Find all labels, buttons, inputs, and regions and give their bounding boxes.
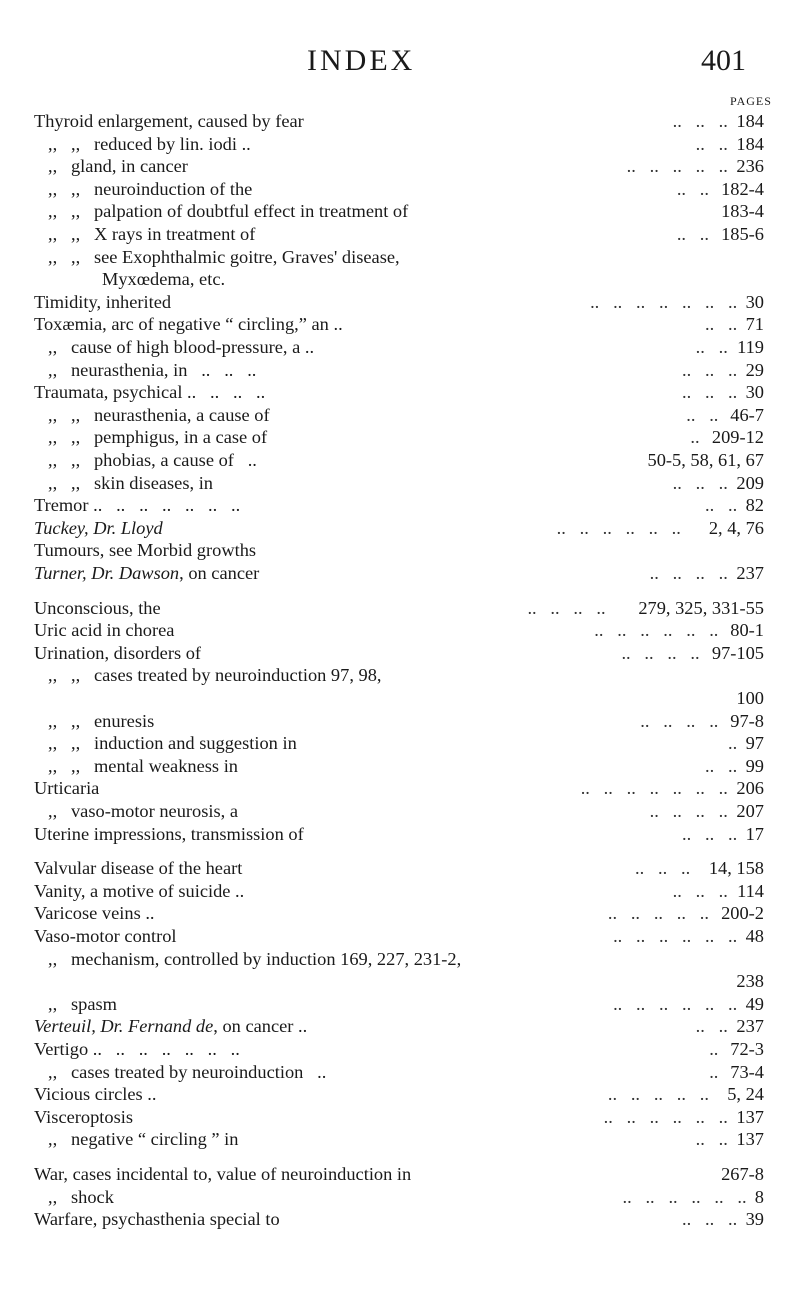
entry-text: Vanity, a motive of suicide .. — [34, 880, 245, 901]
leader-dots: .. .. .. — [682, 1209, 738, 1230]
entry-text: Timidity, inherited — [34, 291, 172, 312]
index-entry — [0, 1106, 800, 1128]
entry-text: ,, ,, induction and suggestion in — [48, 733, 297, 754]
leader-dots: .. .. .. .. .. .. — [613, 993, 738, 1014]
index-entry — [0, 359, 800, 381]
entry-text: Turner, Dr. Dawson, on cancer — [34, 563, 260, 583]
entry-text: Urination, disorders of — [34, 642, 202, 663]
entry-text: Vicious circles .. — [34, 1084, 157, 1105]
page-reference: 279, 325, 331-55 — [638, 597, 764, 618]
index-entry — [0, 619, 800, 641]
page-reference: 267-8 — [721, 1164, 764, 1184]
leader-dots: .. .. .. .. .. — [607, 903, 709, 924]
page-reference: 46-7 — [730, 404, 764, 425]
page-reference: 99 — [745, 755, 764, 776]
entry-text: Valvular disease of the heart — [34, 858, 243, 879]
entry-text: ,, cause of high blood-pressure, a .. — [48, 337, 315, 357]
leader-dots: .. .. .. — [672, 880, 728, 901]
entry-text: ,, ,, pemphigus, in a case of — [48, 427, 268, 448]
page-reference: 17 — [745, 823, 764, 844]
index-entry — [0, 755, 800, 777]
entry-text: Warfare, psychasthenia special to — [34, 1209, 280, 1230]
leader-dots: .. .. .. — [682, 823, 738, 844]
page-reference: 2, 4, 76 — [708, 517, 764, 538]
entry-text: ,, ,, cases treated by neuroinduction 97, 98, — [48, 665, 382, 686]
page-reference: 30 — [745, 291, 764, 312]
entry-text: ,, shock — [48, 1186, 114, 1207]
entry-text: ,, ,, X rays in treatment of — [48, 224, 256, 244]
entry-text: ,, ,, mental weakness in — [48, 755, 238, 776]
index-entry — [0, 948, 800, 970]
page-reference: 185-6 — [721, 224, 764, 244]
index-entry — [0, 1163, 800, 1185]
index-entry — [0, 1038, 800, 1060]
index-entry — [0, 494, 800, 516]
index-entry — [0, 925, 800, 947]
page-reference: 209 — [736, 472, 764, 493]
page-number: 401 — [701, 44, 746, 77]
index-entry — [0, 1208, 800, 1230]
leader-dots: .. .. — [686, 404, 719, 425]
index-entry — [0, 449, 800, 471]
index-entry — [0, 1061, 800, 1083]
entry-text: ,, cases treated by neuroinduction .. — [48, 1061, 327, 1082]
index-entry — [0, 155, 800, 177]
page-reference: 206 — [736, 778, 764, 799]
entry-text: Tremor .. .. .. .. .. .. .. — [34, 495, 241, 516]
entry-text: Vaso-motor control — [34, 926, 177, 946]
index-entry — [0, 562, 800, 584]
leader-dots: .. .. — [676, 178, 709, 199]
entry-text: ,, vaso-motor neurosis, a — [48, 801, 239, 821]
page-reference: 97 — [745, 733, 764, 754]
leader-dots: .. .. .. .. .. .. .. — [580, 778, 728, 799]
leader-dots: .. .. .. .. .. .. — [613, 926, 738, 946]
leader-dots: .. .. .. .. — [649, 563, 728, 583]
index-entry — [0, 1128, 800, 1150]
leader-dots: .. .. .. — [672, 111, 728, 131]
page-reference: 5, 24 — [727, 1084, 764, 1105]
index-entry — [0, 1083, 800, 1105]
leader-dots: .. .. — [676, 224, 709, 244]
entry-text: ,, ,, enuresis — [48, 710, 155, 731]
page-reference: 237 — [736, 1016, 764, 1037]
index-entry — [0, 336, 800, 358]
entry-text: Unconscious, the — [34, 597, 161, 618]
leader-dots: .. .. .. .. .. .. — [594, 620, 719, 641]
page-reference: 30 — [745, 382, 764, 403]
index-entry — [0, 110, 800, 132]
leader-dots: .. .. — [695, 1129, 728, 1150]
entry-text: Toxæmia, arc of negative “ circling,” an .. — [34, 314, 343, 335]
page-reference: 137 — [736, 1129, 764, 1150]
index-entry — [0, 823, 800, 845]
entry-text: War, cases incidental to, value of neuroinduction in — [34, 1164, 412, 1184]
leader-dots: .. .. .. .. — [621, 642, 700, 663]
page-reference: 183-4 — [721, 201, 764, 222]
leader-dots: .. .. .. — [682, 359, 738, 380]
index-entry — [0, 710, 800, 732]
leader-dots: .. .. — [705, 495, 738, 516]
index-entry — [0, 642, 800, 664]
page-reference: 39 — [745, 1209, 764, 1230]
page-reference: 97-8 — [730, 710, 764, 731]
entry-text: ,, mechanism, controlled by induction 169, 227, 231-2, — [48, 948, 462, 969]
index-entry — [0, 732, 800, 754]
index-entry — [0, 472, 800, 494]
entry-text: Visceroptosis — [34, 1106, 134, 1127]
index-entry — [0, 880, 800, 902]
index-entry — [0, 178, 800, 200]
index-entry — [0, 268, 800, 290]
entry-text: Uterine impressions, transmission of — [34, 823, 304, 844]
entry-text: ,, ,, neurasthenia, a cause of — [48, 404, 270, 425]
page-reference: 114 — [737, 880, 764, 901]
page-reference: 236 — [736, 156, 764, 177]
index-entry — [0, 664, 800, 686]
entry-text: ,, ,, skin diseases, in — [48, 472, 213, 493]
index-entry — [0, 291, 800, 313]
leader-dots: .. .. — [705, 755, 738, 776]
index-entry — [0, 426, 800, 448]
leader-dots: .. .. .. .. .. — [607, 1084, 709, 1105]
leader-dots: .. .. .. .. — [640, 710, 719, 731]
index-entry — [0, 597, 800, 619]
page-reference: 49 — [745, 993, 764, 1014]
index-entry — [0, 133, 800, 155]
index-entry — [0, 1186, 800, 1208]
leader-dots: .. .. .. .. .. .. — [603, 1106, 728, 1127]
entry-text: ,, neurasthenia, in .. .. .. — [48, 359, 257, 380]
leader-dots: .. .. .. .. .. .. — [622, 1186, 747, 1207]
page-reference: 8 — [754, 1186, 764, 1207]
page-reference: 73-4 — [730, 1061, 764, 1082]
index-entry — [0, 1015, 800, 1037]
leader-dots: .. — [690, 427, 700, 448]
page-reference: 71 — [745, 314, 764, 335]
index-entry — [0, 539, 800, 561]
index-entry — [0, 777, 800, 799]
page-reference: 100 — [736, 688, 764, 708]
leader-dots: .. — [709, 1039, 719, 1059]
page-reference: 209-12 — [711, 427, 764, 448]
page-reference: 184 — [736, 133, 764, 154]
entry-text: ,, gland, in cancer — [48, 156, 188, 177]
leader-dots: .. .. — [705, 314, 738, 335]
leader-dots: .. .. — [695, 133, 728, 154]
page-reference: 14, 158 — [708, 858, 764, 879]
page-reference: 82 — [745, 495, 764, 516]
entry-text: Tuckey, Dr. Lloyd — [34, 517, 163, 538]
pages-column-label: PAGES — [730, 94, 772, 108]
index-entry — [0, 381, 800, 403]
entry-text: Tumours, see Morbid growths — [34, 540, 257, 561]
leader-dots: .. — [728, 733, 738, 754]
entry-text: Thyroid enlargement, caused by fear — [34, 111, 304, 131]
leader-dots: .. .. .. .. .. — [626, 156, 728, 177]
leader-dots: .. — [709, 1061, 719, 1082]
index-entry — [0, 970, 800, 992]
index-entry — [0, 800, 800, 822]
page-reference: 238 — [736, 971, 764, 992]
page-reference: 207 — [736, 801, 764, 821]
page-reference: 137 — [736, 1106, 764, 1127]
page-reference: 184 — [736, 111, 764, 131]
index-entry — [0, 857, 800, 879]
entry-text: Vertigo .. .. .. .. .. .. .. — [34, 1039, 240, 1059]
entry-text: ,, ,, phobias, a cause of .. — [48, 450, 257, 470]
leader-dots: .. .. .. — [682, 382, 738, 403]
page-reference: 237 — [736, 563, 764, 583]
page-reference: 97-105 — [711, 642, 764, 663]
index-entry — [0, 200, 800, 222]
entry-text: Myxœdema, etc. — [102, 269, 226, 290]
leader-dots: .. .. .. .. — [527, 597, 606, 618]
page-reference: 182-4 — [721, 178, 764, 199]
entry-text: ,, ,, see Exophthalmic goitre, Graves' disease, — [48, 246, 400, 267]
page-reference: 119 — [737, 337, 764, 357]
index-entry — [0, 223, 800, 245]
entry-text: Verteuil, Dr. Fernand de, on cancer .. — [34, 1016, 308, 1037]
leader-dots: .. .. .. — [672, 472, 728, 493]
leader-dots: .. .. .. .. — [649, 801, 728, 821]
page-reference: 72-3 — [730, 1039, 764, 1059]
leader-dots: .. .. .. — [635, 858, 691, 879]
entry-text: Traumata, psychical .. .. .. .. — [34, 382, 266, 403]
leader-dots: .. .. .. .. .. .. — [556, 517, 681, 538]
entry-text: ,, ,, reduced by lin. iodi .. — [48, 133, 251, 154]
page-reference: 80-1 — [730, 620, 764, 641]
page-reference: 48 — [745, 926, 764, 946]
leader-dots: .. .. — [695, 337, 728, 357]
page-title: INDEX — [307, 44, 416, 77]
index-entry — [0, 246, 800, 268]
index-entry — [0, 993, 800, 1015]
entry-text: Varicose veins .. — [34, 903, 155, 924]
leader-dots: .. .. — [695, 1016, 728, 1037]
index-entry — [0, 404, 800, 426]
entry-text: Urticaria — [34, 778, 100, 799]
index-entry — [0, 517, 800, 539]
page-reference: 29 — [745, 359, 764, 380]
page-reference: 50-5, 58, 61, 67 — [647, 450, 764, 470]
index-entry — [0, 313, 800, 335]
leader-dots: .. .. .. .. .. .. .. — [590, 291, 738, 312]
page-reference: 200-2 — [721, 903, 764, 924]
entry-text: ,, ,, neuroinduction of the — [48, 178, 253, 199]
index-entry — [0, 902, 800, 924]
entry-text: ,, spasm — [48, 993, 117, 1014]
entry-text: ,, ,, palpation of doubtful effect in treatment of — [48, 201, 409, 222]
index-entry — [0, 687, 800, 709]
entry-text: Uric acid in chorea — [34, 620, 175, 641]
entry-text: ,, negative “ circling ” in — [48, 1129, 239, 1150]
